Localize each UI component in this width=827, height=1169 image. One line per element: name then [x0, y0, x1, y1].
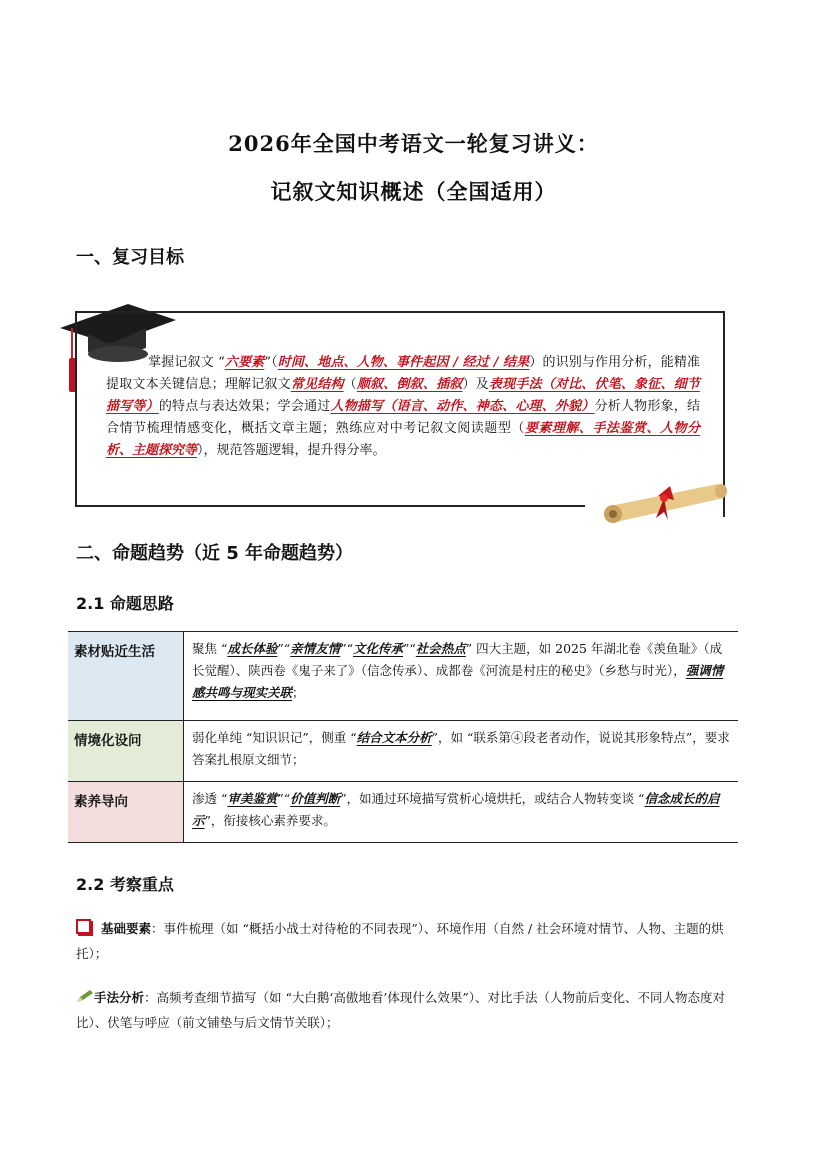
table-row [68, 782, 738, 843]
row-label: 素材贴近生活 [68, 632, 184, 721]
trend-table [68, 631, 738, 843]
goal-box-left-border [75, 313, 77, 506]
diploma-scroll-icon [600, 478, 730, 528]
table-row [68, 632, 738, 721]
section-heading-goals: 一、复习目标 [76, 247, 184, 268]
row-label: 情境化设问 [68, 721, 184, 782]
subheading-focus: 2.2 考察重点 [76, 875, 174, 894]
row-content: 弱化单纯 “知识识记”，侧重 “结合文本分析”，如 “联系第④段老者动作，说说其形象特点”，要求答案扎根原文细节； [184, 721, 739, 782]
focus-technique: 手法分析：高频考查细节描写（如 “大白鹅‘高傲地看’体现什么效果”）、对比手法（人物前后变化、不同人物态度对比）、伏笔与呼应（前文铺垫与后文情节关联）； [76, 990, 725, 1030]
goal-paragraph: 掌握记叙文 “六要素”（时间、地点、人物、事件起因 / 经过 / 结果）的识别与作用分析，能精准提取文本关键信息；理解记叙文常见结构（顺叙、倒叙、插叙）及表现手法（对比、伏笔、象征、细节描写等）的特点与表达效果；学会通过人物描写（语言、动作、神态、心理、外貌）分析人物形象，结合情节梳理情感变化，概括文章主题；熟练应对中考记叙文阅读题型（要素理解、手法鉴赏、人物分析、主题探究等），规范答题逻辑，提升得分率。 [106, 355, 700, 458]
subheading-ideas: 2.1 命题思路 [76, 594, 174, 613]
table-row [68, 721, 738, 782]
goal-box-bottom-border [75, 505, 585, 507]
page-subtitle: 记叙文知识概述（全国适用） [270, 179, 557, 204]
focus-basic: 基础要素：事件梳理（如 “概括小战士对待枪的不同表现”）、环境作用（自然 / 社会环境对情节、人物、主题的烘托）； [76, 921, 724, 961]
row-label: 素养导向 [68, 782, 184, 843]
page-title: 2026年全国中考语文一轮复习讲义： [228, 131, 599, 156]
row-content: 渗透 “审美鉴赏”“价值判断”，如通过环境描写赏析心境烘托，或结合人物转变谈 “信念成长的启示”，衔接核心素养要求。 [184, 782, 739, 843]
row-content: 聚焦 “成长体验”“亲情友情”“文化传承”“社会热点” 四大主题，如 2025 年湖北卷《羡鱼耻》（成长觉醒）、陕西卷《鬼子来了》（信念传承）、成都卷《河流是村庄的秘史》（乡愁与时光），强调情感共鸣与现实关联； [184, 632, 739, 721]
pencil-icon [76, 989, 94, 1003]
section-heading-trends: 二、命题趋势（近 5 年命题趋势） [76, 543, 354, 564]
checkbox-icon [76, 919, 91, 934]
